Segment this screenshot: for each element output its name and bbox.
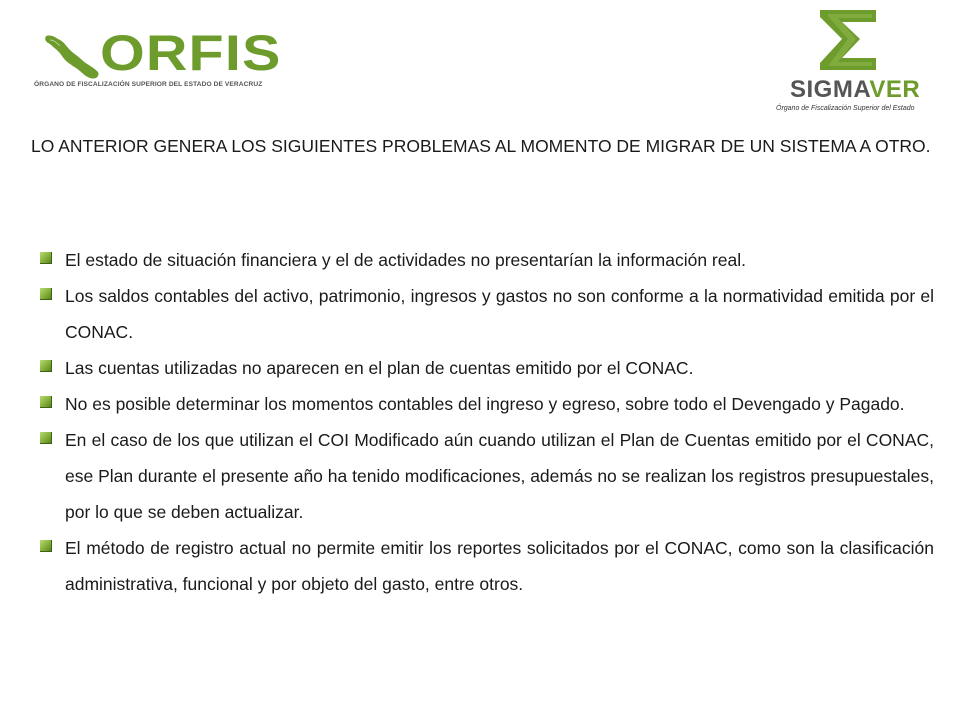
sigmaver-logo-text-part2: VER: [869, 76, 921, 103]
intro-heading: LO ANTERIOR GENERA LOS SIGUIENTES PROBLEMAS AL MOMENTO DE MIGRAR DE UN SISTEMA A OTRO.: [31, 136, 931, 156]
list-item-text: Las cuentas utilizadas no aparecen en el plan de cuentas emitido por el CONAC.: [65, 358, 694, 378]
orfis-logo-subtitle: ÓRGANO DE FISCALIZACIÓN SUPERIOR DEL ESTADO DE VERACRUZ: [34, 81, 263, 88]
green-square-bullet-icon: [40, 252, 52, 264]
green-square-bullet-icon: [40, 432, 52, 444]
sigmaver-logo: [770, 8, 960, 118]
sigma-icon: [816, 8, 880, 72]
orfis-logo-text: ORFIS: [100, 25, 282, 81]
list-item-text: Los saldos contables del activo, patrimonio, ingresos y gastos no son conforme a la normatividad emitida por el CONAC.: [65, 286, 934, 342]
list-item: [40, 278, 934, 350]
list-item: [40, 530, 934, 602]
orfis-logo: [30, 25, 300, 94]
green-square-bullet-icon: [40, 360, 52, 372]
veracruz-map-icon: [42, 32, 102, 82]
green-square-bullet-icon: [40, 288, 52, 300]
sigmaver-logo-text-part1: SIGMA: [790, 76, 870, 103]
list-item: [40, 350, 934, 386]
list-item-text: No es posible determinar los momentos contables del ingreso y egreso, sobre todo el Devengado y Pagado.: [65, 394, 905, 414]
list-item-text: En el caso de los que utilizan el COI Modificado aún cuando utilizan el Plan de Cuentas emitido por el CONAC, ese Plan durante el presente año ha tenido modificaciones, además no se realizan los registros presupuestales, por lo que se deben actualizar.: [65, 430, 934, 522]
sigmaver-logo-text: [790, 76, 920, 104]
list-item-text: El estado de situación financiera y el de actividades no presentarían la información real.: [65, 250, 746, 270]
list-item: [40, 386, 934, 422]
list-item: [40, 242, 934, 278]
sigmaver-logo-subtitle: Órgano de Fiscalización Superior del Estado: [776, 105, 915, 112]
list-item: [40, 422, 934, 530]
problem-list: [40, 242, 934, 602]
green-square-bullet-icon: [40, 396, 52, 408]
list-item-text: El método de registro actual no permite emitir los reportes solicitados por el CONAC, como son la clasificación administrativa, funcional y por objeto del gasto, entre otros.: [65, 538, 934, 594]
green-square-bullet-icon: [40, 540, 52, 552]
